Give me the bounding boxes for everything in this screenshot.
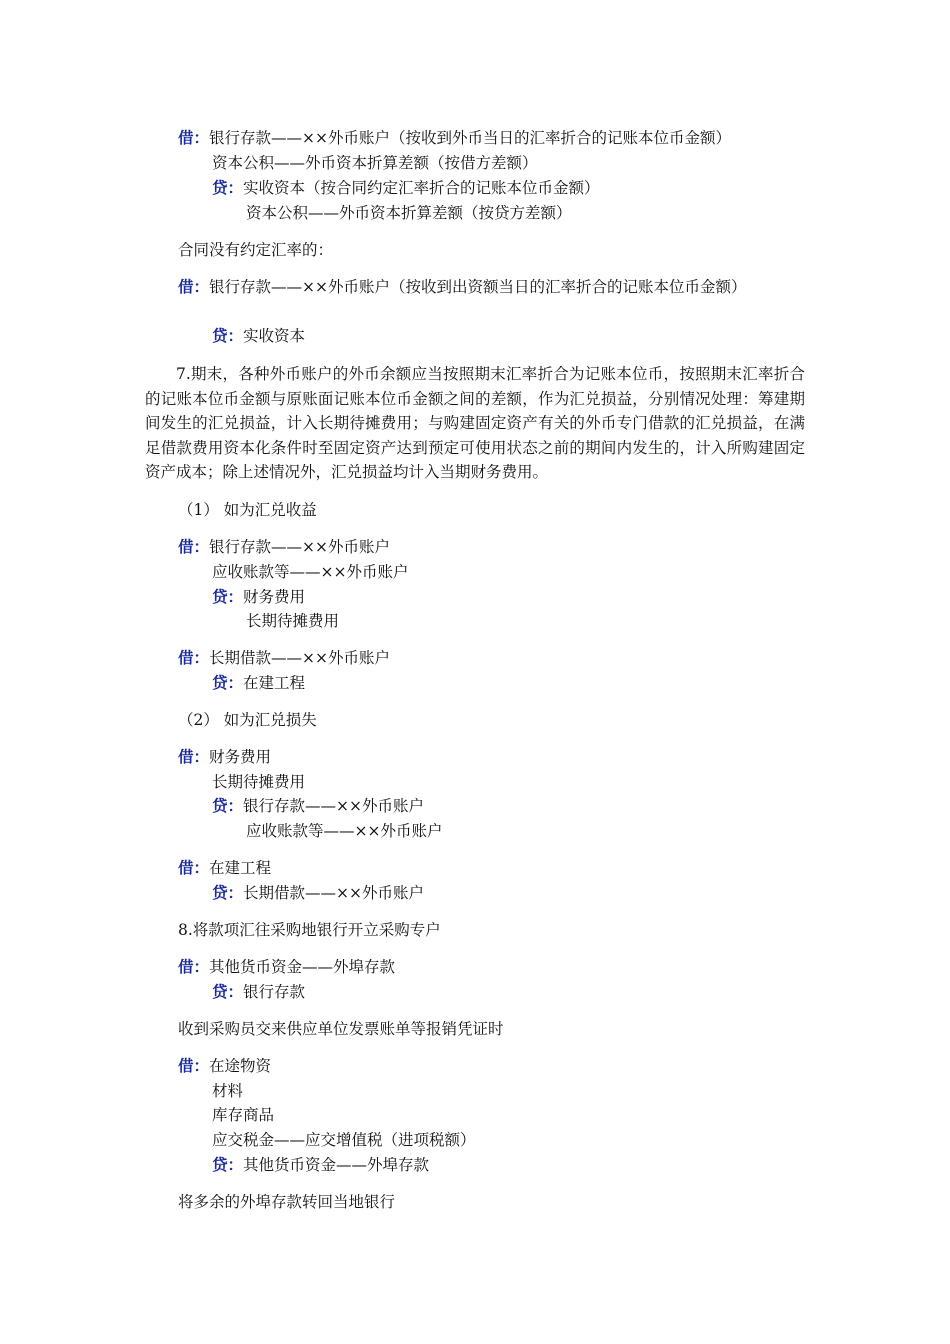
entry-line xyxy=(212,1155,429,1175)
entry-line xyxy=(212,178,600,198)
entry-line: 资本公积——外币资本折算差额（按借方差额） xyxy=(212,154,538,172)
entry-line: 库存商品 xyxy=(212,1106,275,1124)
section-heading: 8.将款项汇往采购地银行开立采购专户 xyxy=(178,921,441,939)
entry-text: 在建工程 xyxy=(243,674,306,692)
section-text: 收到采购员交来供应单位发票账单等报销凭证时 xyxy=(178,1020,504,1038)
entry-line xyxy=(178,277,747,297)
entry-line xyxy=(178,747,271,767)
entry-text: 在建工程 xyxy=(209,859,272,877)
section-text: 合同没有约定汇率的： xyxy=(178,241,334,259)
entry-line xyxy=(178,858,271,878)
entry-line xyxy=(178,128,731,148)
entry-line: 应交税金——应交增值税（进项税额） xyxy=(212,1131,476,1149)
entry-text: 在途物资 xyxy=(209,1057,272,1075)
debit-label: 借： xyxy=(178,277,210,296)
entry-line xyxy=(178,1056,271,1076)
entry-line xyxy=(212,587,305,607)
entry-line xyxy=(212,326,305,346)
entry-line: 应收账款等——××外币账户 xyxy=(212,563,409,581)
entry-text: 银行存款——××外币账户（按收到出资额当日的汇率折合的记账本位币金额） xyxy=(209,278,747,296)
debit-label: 借： xyxy=(178,128,210,147)
credit-label: 贷： xyxy=(212,883,244,902)
entry-line xyxy=(212,883,424,903)
debit-label: 借： xyxy=(178,537,210,556)
credit-label: 贷： xyxy=(212,1155,244,1174)
entry-line xyxy=(212,796,424,816)
entry-text: 银行存款——××外币账户（按收到外币当日的汇率折合的记账本位币金额） xyxy=(209,129,731,147)
entry-text: 财务费用 xyxy=(243,588,306,606)
entry-line: 应收账款等——××外币账户 xyxy=(246,822,443,840)
debit-label: 借： xyxy=(178,1056,210,1075)
entry-text: 财务费用 xyxy=(209,748,272,766)
subheading: （2） 如为汇兑损失 xyxy=(178,711,317,729)
entry-text: 银行存款——××外币账户 xyxy=(243,797,424,815)
entry-line: 材料 xyxy=(212,1082,244,1100)
debit-label: 借： xyxy=(178,747,210,766)
entry-line xyxy=(178,648,390,668)
entry-line xyxy=(178,537,390,557)
entry-line xyxy=(178,957,395,977)
entry-line xyxy=(212,982,305,1002)
debit-label: 借： xyxy=(178,858,210,877)
debit-label: 借： xyxy=(178,957,210,976)
entry-line: 长期待摊费用 xyxy=(212,773,306,791)
entry-line: 长期待摊费用 xyxy=(246,612,340,630)
entry-text: 长期借款——××外币账户 xyxy=(243,884,424,902)
credit-label: 贷： xyxy=(212,796,244,815)
subheading: （1） 如为汇兑收益 xyxy=(178,501,317,519)
section-text: 将多余的外埠存款转回当地银行 xyxy=(178,1193,396,1211)
entry-text: 其他货币资金——外埠存款 xyxy=(243,1156,430,1174)
entry-line xyxy=(212,673,305,693)
credit-label: 贷： xyxy=(212,326,244,345)
credit-label: 贷： xyxy=(212,673,244,692)
entry-text: 实收资本 xyxy=(243,327,306,345)
entry-text: 实收资本（按合同约定汇率折合的记账本位币金额） xyxy=(243,179,600,197)
paragraph-7: 7.期末，各种外币账户的外币余额应当按照期末汇率折合为记账本位币，按照期末汇率折合的记账本位币金额与原账面记账本位币金额之间的差额，作为汇兑损益，分别情况处理：筹建期间发生的汇兑损益，计入长期待摊费用；与购建固定资产有关的外币专门借款的汇兑损益，在满足借款费用资本化条件时至固定资产达到预定可使用状态之前的期间内发生的，计入所购建固定资产成本；除上述情况外，汇兑损益均计入当期财务费用。 xyxy=(145,365,805,481)
entry-line: 资本公积——外币资本折算差额（按贷方差额） xyxy=(246,204,572,222)
debit-label: 借： xyxy=(178,648,210,667)
credit-label: 贷： xyxy=(212,178,244,197)
credit-label: 贷： xyxy=(212,982,244,1001)
entry-text: 银行存款 xyxy=(243,983,306,1001)
credit-label: 贷： xyxy=(212,587,244,606)
entry-text: 银行存款——××外币账户 xyxy=(209,538,390,556)
entry-text: 其他货币资金——外埠存款 xyxy=(209,958,396,976)
entry-text: 长期借款——××外币账户 xyxy=(209,649,390,667)
